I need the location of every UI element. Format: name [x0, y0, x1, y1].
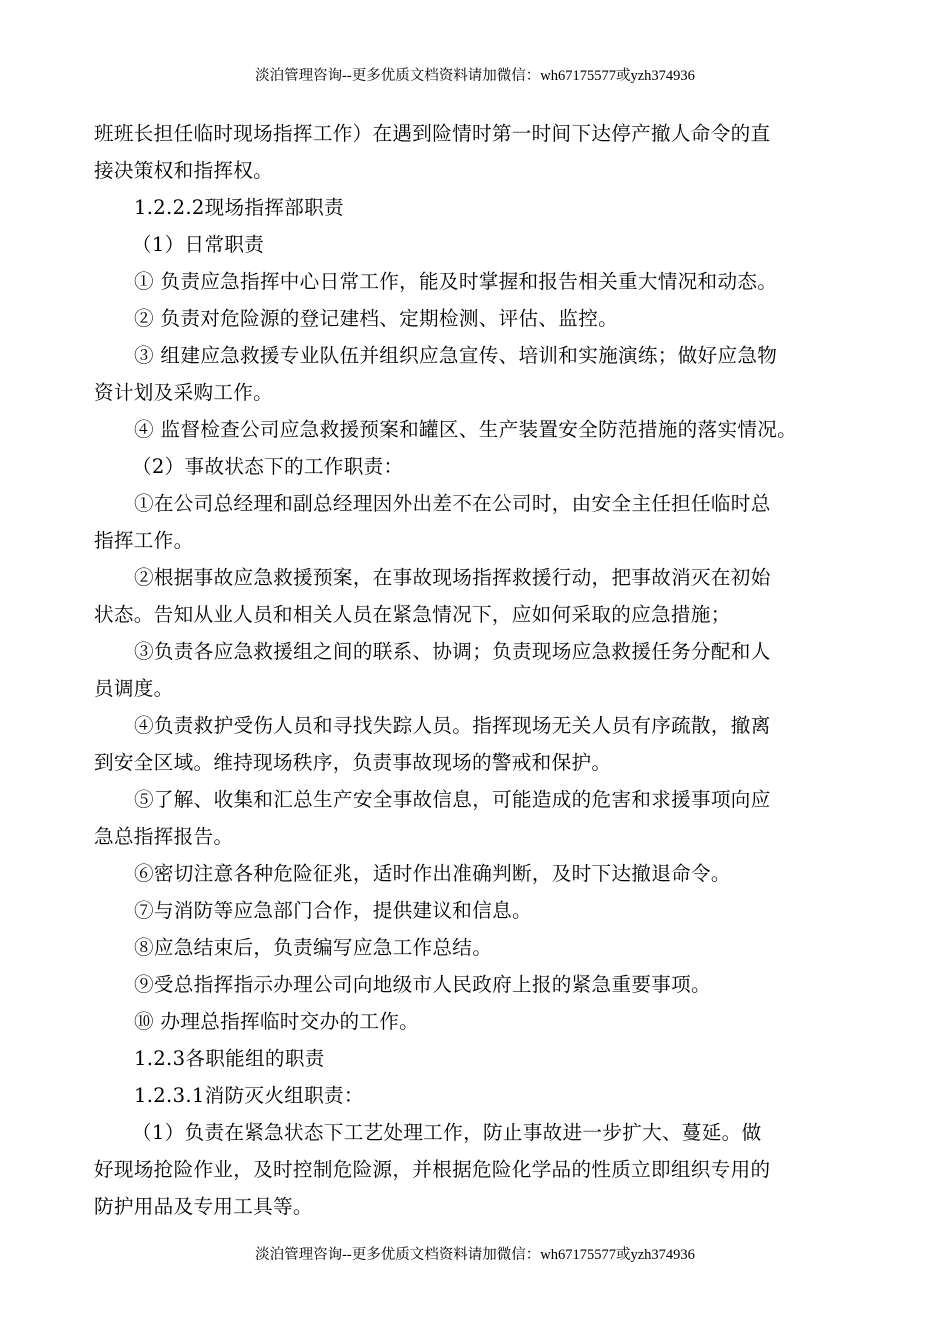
list-item: ⑧应急结束后，负责编写应急工作总结。 [134, 936, 493, 959]
subsection-heading: （1）日常职责 [132, 233, 265, 256]
text-line: 资计划及采购工作。 [94, 381, 274, 404]
list-item: ①在公司总经理和副总经理因外出差不在公司时，由安全主任担任临时总 [134, 492, 771, 515]
text-line: 防护用品及专用工具等。 [94, 1195, 313, 1218]
list-item: （1）负责在紧急状态下工艺处理工作，防止事故进一步扩大、蔓延。做 [132, 1121, 762, 1144]
text-line: 员调度。 [94, 677, 174, 700]
text-line: 指挥工作。 [94, 529, 194, 552]
section-heading: 1.2.3.1消防灭火组职责： [134, 1084, 364, 1107]
list-item: ④ 监督检查公司应急救援预案和罐区、生产装置安全防范措施的落实情况。 [134, 418, 798, 441]
list-item: ④负责救护受伤人员和寻找失踪人员。指挥现场无关人员有序疏散，撤离 [134, 714, 771, 737]
list-item: ⑦与消防等应急部门合作，提供建议和信息。 [134, 899, 532, 922]
list-item: ③ 组建应急救援专业队伍并组织应急宣传、培训和实施演练；做好应急物 [134, 344, 778, 367]
text-line: 接决策权和指挥权。 [94, 159, 274, 182]
subsection-heading: （2）事故状态下的工作职责： [132, 455, 404, 478]
section-heading: 1.2.2.2现场指挥部职责 [134, 196, 344, 219]
list-item: ⑤了解、收集和汇总生产安全事故信息，可能造成的危害和求援事项向应 [134, 788, 771, 811]
text-line: 好现场抢险作业，及时控制危险源，并根据危险化学品的性质立即组织专用的 [94, 1158, 771, 1181]
list-item: ⑩ 办理总指挥临时交办的工作。 [134, 1010, 420, 1033]
text-line: 班班长担任临时现场指挥工作）在遇到险情时第一时间下达停产撤人命令的直 [94, 122, 771, 145]
text-line: 到安全区域。维持现场秩序，负责事故现场的警戒和保护。 [94, 751, 612, 774]
document-body [94, 115, 864, 1225]
list-item: ⑥密切注意各种危险征兆，适时作出准确判断，及时下达撤退命令。 [134, 862, 731, 885]
text-line: 状态。告知从业人员和相关人员在紧急情况下，应如何采取的应急措施； [94, 603, 731, 626]
list-item: ②根据事故应急救援预案，在事故现场指挥救援行动，把事故消灭在初始 [134, 566, 771, 589]
list-item: ⑨受总指挥指示办理公司向地级市人民政府上报的紧急重要事项。 [134, 973, 711, 996]
list-item: ① 负责应急指挥中心日常工作，能及时掌握和报告相关重大情况和动态。 [134, 270, 778, 293]
list-item: ② 负责对危险源的登记建档、定期检测、评估、监控。 [134, 307, 618, 330]
text-line: 急总指挥报告。 [94, 825, 234, 848]
page-header: 淡泊管理咨询--更多优质文档资料请加微信：wh67175577或yzh374936 [255, 68, 695, 84]
page-footer: 淡泊管理咨询--更多优质文档资料请加微信：wh67175577或yzh374936 [255, 1247, 695, 1263]
section-heading: 1.2.3各职能组的职责 [134, 1047, 325, 1070]
list-item: ③负责各应急救援组之间的联系、协调；负责现场应急救援任务分配和人 [134, 640, 771, 663]
